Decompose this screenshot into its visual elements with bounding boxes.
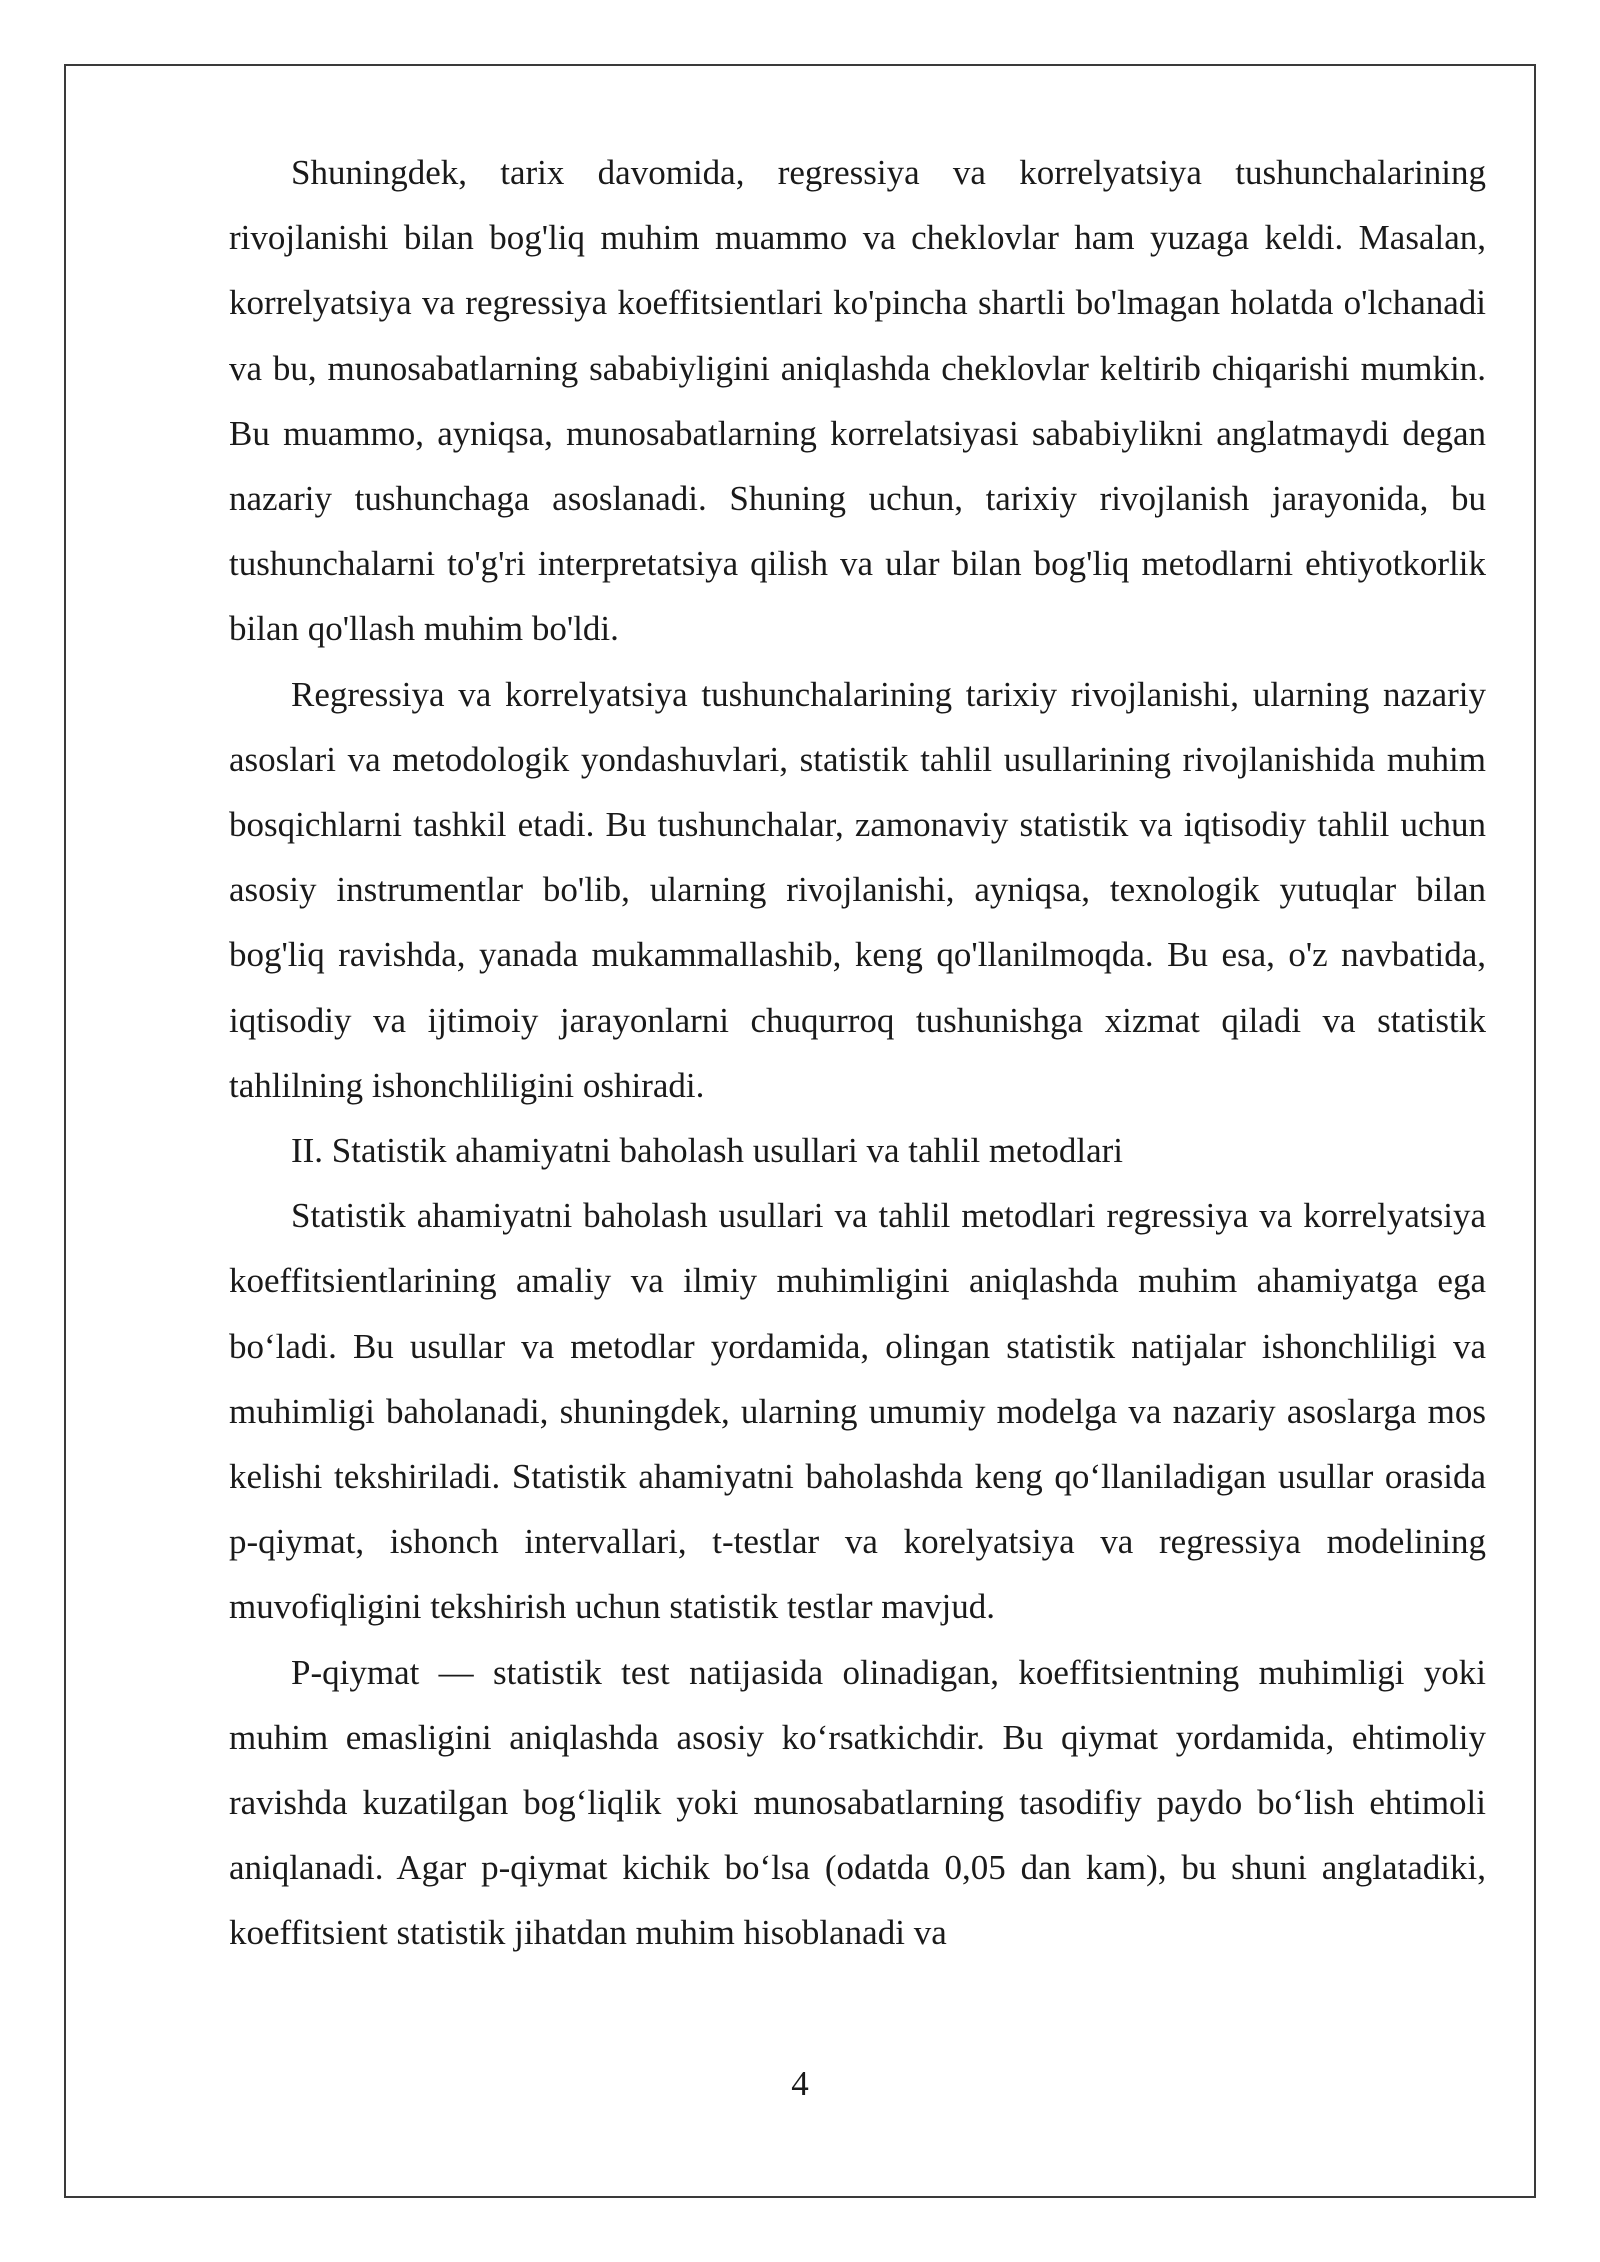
document-body: [229, 140, 1486, 1966]
paragraph-4: P-qiymat — statistik test natijasida olinadigan, koeffitsientning muhimligi yoki muhim emasligini aniqlashda asosiy ko‘rsatkichdir. Bu qiymat yordamida, ehtimoliy ravishda kuzatilgan bog‘liqlik yoki munosabatlarning tasodifiy paydo bo‘lish ehtimoli aniqlanadi. Agar p-qiymat kichik bo‘lsa (odatda 0,05 dan kam), bu shuni anglatadiki, koeffitsient statistik jihatdan muhim hisoblanadi va: [229, 1652, 1486, 1953]
paragraph-2: Regressiya va korrelyatsiya tushunchalarining tarixiy rivojlanishi, ularning nazariy asoslari va metodologik yondashuvlari, statistik tahlil usullarining rivojlanishida muhim bosqichlarni tashkil etadi. Bu tushunchalar, zamonaviy statistik va iqtisodiy tahlil uchun asosiy instrumentlar bo'lib, ularning rivojlanishi, ayniqsa, texnologik yutuqlar bilan bog'liq ravishda, yanada mukammallashib, keng qo'llanilmoqda. Bu esa, o'z navbatida, iqtisodiy va ijtimoiy jarayonlarni chuqurroq tushunishga xizmat qiladi va statistik tahlilning ishonchliligini oshiradi.: [229, 674, 1486, 1105]
section-heading: II. Statistik ahamiyatni baholash usullari va tahlil metodlari: [291, 1131, 1124, 1171]
paragraph-3: Statistik ahamiyatni baholash usullari va tahlil metodlari regressiya va korrelyatsiya koeffitsientlarining amaliy va ilmiy muhimligini aniqlashda muhim ahamiyatga ega bo‘ladi. Bu usullar va metodlar yordamida, olingan statistik natijalar ishonchliligi va muhimligi baholanadi, shuningdek, ularning umumiy modelga va nazariy asoslarga mos kelishi tekshiriladi. Statistik ahamiyatni baholashda keng qo‘llaniladigan usullar orasida p-qiymat, ishonch intervallari, t-testlar va korelyatsiya va regressiya modelining muvofiqligini tekshirish uchun statistik testlar mavjud.: [229, 1196, 1486, 1627]
page-number: 4: [791, 2064, 809, 2103]
paragraph-1: Shuningdek, tarix davomida, regressiya va korrelyatsiya tushunchalarining rivojlanishi bilan bog'liq muhim muammo va cheklovlar ham yuzaga keldi. Masalan, korrelyatsiya va regressiya koeffitsientlari ko'pincha shartli bo'lmagan holatda o'lchanadi va bu, munosabatlarning sababiyligini aniqlashda cheklovlar keltirib chiqarishi mumkin. Bu muammo, ayniqsa, munosabatlarning korrelatsiyasi sababiylikni anglatmaydi degan nazariy tushunchaga asoslanadi. Shuning uchun, tarixiy rivojlanish jarayonida, bu tushunchalarni to'g'ri interpretatsiya qilish va ular bilan bog'liq metodlarni ehtiyotkorlik bilan qo'llash muhim bo'ldi.: [229, 153, 1486, 649]
